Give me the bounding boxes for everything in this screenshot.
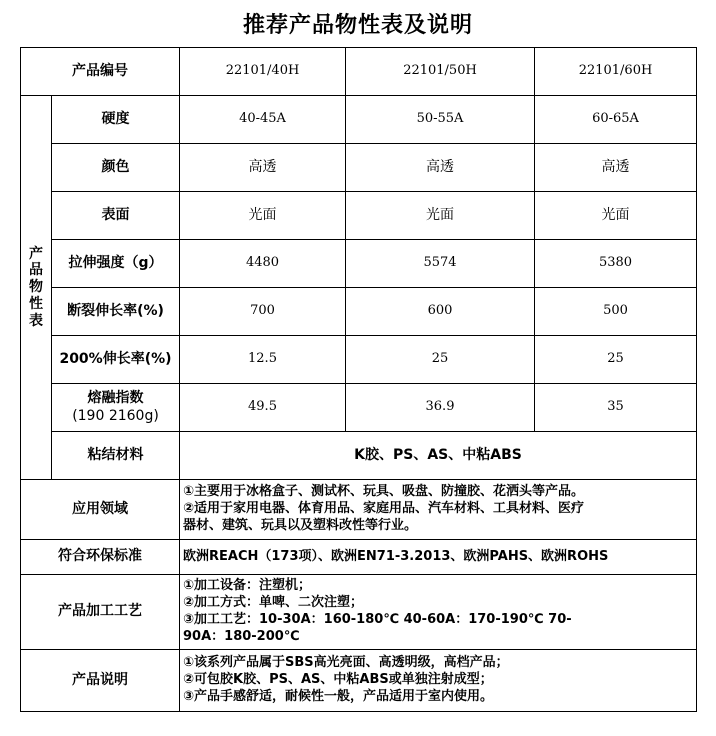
property-table <box>20 47 697 712</box>
table-row <box>21 192 697 240</box>
property-name: 断裂伸长率(%) <box>52 288 180 336</box>
property-value: 4480 <box>180 240 346 288</box>
property-name: 熔融指数 (190 2160g) <box>52 384 180 432</box>
property-value: 高透 <box>535 144 697 192</box>
model-40h: 22101/40H <box>180 48 346 96</box>
application-text: ①主要用于冰格盒子、测试杯、玩具、吸盘、防撞胶、花洒头等产品。 ②适用于家用电器、体育用品、家庭用品、汽车材料、工具材料、医疗 器材、建筑、玩具以及塑料改性等行业。 <box>180 480 697 540</box>
property-value: 25 <box>346 336 535 384</box>
table-row <box>21 240 697 288</box>
process-label: 产品加工工艺 <box>21 575 180 650</box>
property-value: 光面 <box>346 192 535 240</box>
property-value: 40-45A <box>180 96 346 144</box>
property-name: 表面 <box>52 192 180 240</box>
table-row <box>21 540 697 575</box>
bonding-value: K胶、PS、AS、中粘ABS <box>180 432 697 480</box>
property-value: 5380 <box>535 240 697 288</box>
property-name: 硬度 <box>52 96 180 144</box>
description-label: 产品说明 <box>21 650 180 712</box>
table-row <box>21 480 697 540</box>
application-label: 应用领域 <box>21 480 180 540</box>
table-row <box>21 650 697 712</box>
property-value: 5574 <box>346 240 535 288</box>
table-row <box>21 144 697 192</box>
property-value: 36.9 <box>346 384 535 432</box>
page-title: 推荐产品物性表及说明 <box>242 12 473 38</box>
header-label: 产品编号 <box>21 48 180 96</box>
property-value: 600 <box>346 288 535 336</box>
table-row <box>21 96 697 144</box>
model-50h: 22101/50H <box>346 48 535 96</box>
property-name: 200%伸长率(%) <box>52 336 180 384</box>
property-value: 50-55A <box>346 96 535 144</box>
table-row <box>21 288 697 336</box>
header-row <box>21 48 697 96</box>
property-value: 60-65A <box>535 96 697 144</box>
bonding-label: 粘结材料 <box>52 432 180 480</box>
property-value: 高透 <box>180 144 346 192</box>
environment-value: 欧洲REACH（173项）、欧洲EN71-3.2013、欧洲PAHS、欧洲ROHS <box>180 540 697 575</box>
table-row <box>21 432 697 480</box>
property-value: 光面 <box>535 192 697 240</box>
table-row <box>21 336 697 384</box>
property-name: 拉伸强度（g） <box>52 240 180 288</box>
property-value: 高透 <box>346 144 535 192</box>
group-label: 产 品 物 性 表 <box>21 96 52 480</box>
description-text: ①该系列产品属于SBS高光亮面、高透明级，高档产品； ②可包胶K胶、PS、AS、中粘ABS或单独注射成型； ③产品手感舒适，耐候性一般，产品适用于室内使用。 <box>180 650 697 712</box>
model-60h: 22101/60H <box>535 48 697 96</box>
table-row <box>21 575 697 650</box>
environment-label: 符合环保标准 <box>21 540 180 575</box>
table-row <box>21 384 697 432</box>
property-name: 颜色 <box>52 144 180 192</box>
property-value: 500 <box>535 288 697 336</box>
property-value: 光面 <box>180 192 346 240</box>
property-value: 700 <box>180 288 346 336</box>
property-value: 25 <box>535 336 697 384</box>
property-value: 12.5 <box>180 336 346 384</box>
property-value: 35 <box>535 384 697 432</box>
property-value: 49.5 <box>180 384 346 432</box>
process-text: ①加工设备：注塑机； ②加工方式：单啤、二次注塑； ③加工工艺：10-30A：160-180℃ 40-60A：170-190℃ 70- 90A：180-200℃ <box>180 575 697 650</box>
